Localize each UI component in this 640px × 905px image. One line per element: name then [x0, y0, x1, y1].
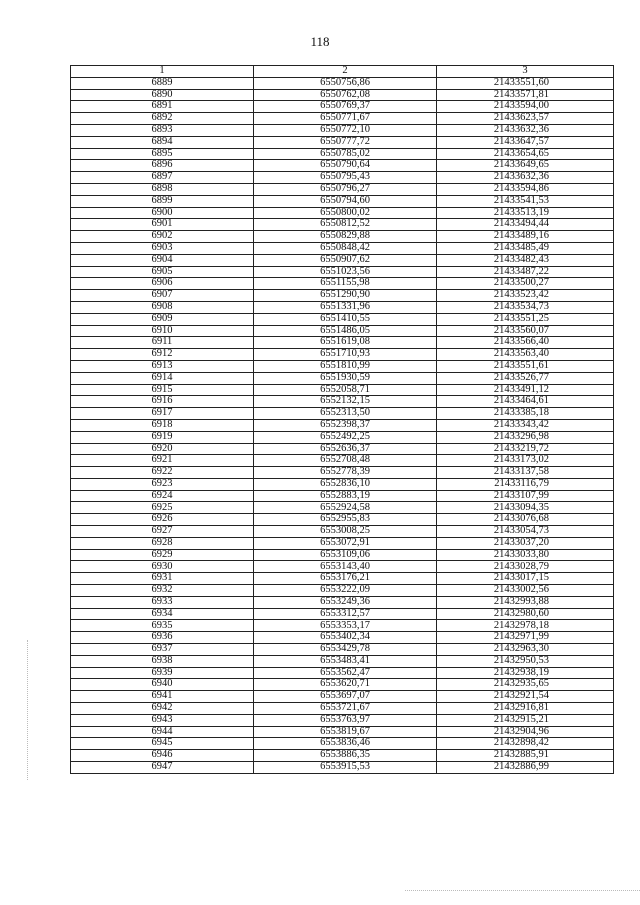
- y-coordinate-cell: 21433487,22: [437, 266, 614, 278]
- table-row: [71, 679, 614, 691]
- point-number-cell: 6893: [71, 124, 254, 136]
- point-number-cell: 6914: [71, 372, 254, 384]
- y-coordinate-cell: 21433494,44: [437, 219, 614, 231]
- y-coordinate-cell: 21432915,21: [437, 714, 614, 726]
- y-coordinate-cell: 21432885,91: [437, 750, 614, 762]
- point-number-cell: 6942: [71, 703, 254, 715]
- page-number: 118: [310, 34, 330, 49]
- x-coordinate-cell: 6553402,34: [254, 632, 437, 644]
- point-number-cell: 6936: [71, 632, 254, 644]
- x-coordinate-cell: 6551410,55: [254, 313, 437, 325]
- x-coordinate-cell: 6553109,06: [254, 549, 437, 561]
- table-row: [71, 183, 614, 195]
- y-coordinate-cell: 21433173,02: [437, 455, 614, 467]
- y-coordinate-cell: 21433560,07: [437, 325, 614, 337]
- table-row: [71, 207, 614, 219]
- table-row: [71, 360, 614, 372]
- point-number-cell: 6894: [71, 136, 254, 148]
- table-row: [71, 301, 614, 313]
- y-coordinate-cell: 21433033,80: [437, 549, 614, 561]
- x-coordinate-cell: 6553008,25: [254, 526, 437, 538]
- table-row: [71, 254, 614, 266]
- point-number-cell: 6902: [71, 231, 254, 243]
- point-number-cell: 6899: [71, 195, 254, 207]
- y-coordinate-cell: 21433343,42: [437, 419, 614, 431]
- table-row: [71, 655, 614, 667]
- point-number-cell: 6926: [71, 514, 254, 526]
- point-number-cell: 6897: [71, 172, 254, 184]
- x-coordinate-cell: 6553721,67: [254, 703, 437, 715]
- y-coordinate-cell: 21432935,65: [437, 679, 614, 691]
- table-row: [71, 101, 614, 113]
- table-row: [71, 502, 614, 514]
- point-number-cell: 6937: [71, 644, 254, 656]
- x-coordinate-cell: 6550756,86: [254, 77, 437, 89]
- point-number-cell: 6907: [71, 290, 254, 302]
- table-row: [71, 490, 614, 502]
- y-coordinate-cell: 21433526,77: [437, 372, 614, 384]
- table-body: [71, 66, 614, 774]
- y-coordinate-cell: 21433002,56: [437, 585, 614, 597]
- x-coordinate-cell: 6550848,42: [254, 242, 437, 254]
- x-coordinate-cell: 6550800,02: [254, 207, 437, 219]
- y-coordinate-cell: 21432886,99: [437, 762, 614, 774]
- x-coordinate-cell: 6551290,90: [254, 290, 437, 302]
- x-coordinate-cell: 6553763,97: [254, 714, 437, 726]
- point-number-cell: 6921: [71, 455, 254, 467]
- y-coordinate-cell: 21433541,53: [437, 195, 614, 207]
- y-coordinate-cell: 21433594,00: [437, 101, 614, 113]
- x-coordinate-cell: 6550777,72: [254, 136, 437, 148]
- y-coordinate-cell: 21432978,18: [437, 620, 614, 632]
- y-coordinate-cell: 21433037,20: [437, 537, 614, 549]
- table-row: [71, 478, 614, 490]
- y-coordinate-cell: 21433523,42: [437, 290, 614, 302]
- point-number-cell: 6916: [71, 396, 254, 408]
- x-coordinate-cell: 6553483,41: [254, 655, 437, 667]
- table-row: [71, 148, 614, 160]
- scan-bottom-line: [405, 890, 640, 892]
- x-coordinate-cell: 6552398,37: [254, 419, 437, 431]
- table-row: [71, 596, 614, 608]
- point-number-cell: 6922: [71, 467, 254, 479]
- x-coordinate-cell: 6553072,91: [254, 537, 437, 549]
- table-row: [71, 384, 614, 396]
- point-number-cell: 6946: [71, 750, 254, 762]
- y-coordinate-cell: 21433654,65: [437, 148, 614, 160]
- point-number-cell: 6945: [71, 738, 254, 750]
- y-coordinate-cell: 21432898,42: [437, 738, 614, 750]
- table-row: [71, 762, 614, 774]
- x-coordinate-cell: 6551930,59: [254, 372, 437, 384]
- table-row: [71, 77, 614, 89]
- y-coordinate-cell: 21433107,99: [437, 490, 614, 502]
- column-header-3: 3: [437, 66, 614, 78]
- x-coordinate-cell: 6553143,40: [254, 561, 437, 573]
- x-coordinate-cell: 6553429,78: [254, 644, 437, 656]
- x-coordinate-cell: 6551331,96: [254, 301, 437, 313]
- table-row: [71, 242, 614, 254]
- point-number-cell: 6892: [71, 113, 254, 125]
- point-number-cell: 6904: [71, 254, 254, 266]
- y-coordinate-cell: 21433632,36: [437, 172, 614, 184]
- y-coordinate-cell: 21433464,61: [437, 396, 614, 408]
- point-number-cell: 6929: [71, 549, 254, 561]
- y-coordinate-cell: 21433219,72: [437, 443, 614, 455]
- x-coordinate-cell: 6553249,36: [254, 596, 437, 608]
- point-number-cell: 6944: [71, 726, 254, 738]
- point-number-cell: 6918: [71, 419, 254, 431]
- y-coordinate-cell: 21433028,79: [437, 561, 614, 573]
- table-row: [71, 537, 614, 549]
- y-coordinate-cell: 21432904,96: [437, 726, 614, 738]
- y-coordinate-cell: 21433623,57: [437, 113, 614, 125]
- table-row: [71, 195, 614, 207]
- x-coordinate-cell: 6550907,62: [254, 254, 437, 266]
- x-coordinate-cell: 6552883,19: [254, 490, 437, 502]
- x-coordinate-cell: 6553562,47: [254, 667, 437, 679]
- y-coordinate-cell: 21432980,60: [437, 608, 614, 620]
- y-coordinate-cell: 21433489,16: [437, 231, 614, 243]
- point-number-cell: 6898: [71, 183, 254, 195]
- x-coordinate-cell: 6551710,93: [254, 349, 437, 361]
- point-number-cell: 6938: [71, 655, 254, 667]
- point-number-cell: 6910: [71, 325, 254, 337]
- table-row: [71, 372, 614, 384]
- y-coordinate-cell: 21433551,60: [437, 77, 614, 89]
- table-row: [71, 266, 614, 278]
- table-row: [71, 231, 614, 243]
- point-number-cell: 6940: [71, 679, 254, 691]
- x-coordinate-cell: 6551486,05: [254, 325, 437, 337]
- scan-margin-line: [27, 640, 29, 780]
- y-coordinate-cell: 21433137,58: [437, 467, 614, 479]
- y-coordinate-cell: 21432921,54: [437, 691, 614, 703]
- y-coordinate-cell: 21433017,15: [437, 573, 614, 585]
- x-coordinate-cell: 6550769,37: [254, 101, 437, 113]
- x-coordinate-cell: 6551619,08: [254, 337, 437, 349]
- table-row: [71, 561, 614, 573]
- point-number-cell: 6924: [71, 490, 254, 502]
- x-coordinate-cell: 6550812,52: [254, 219, 437, 231]
- table-row: [71, 585, 614, 597]
- table-row: [71, 349, 614, 361]
- x-coordinate-cell: 6552313,50: [254, 408, 437, 420]
- table-row: [71, 160, 614, 172]
- table-row: [71, 431, 614, 443]
- table-row: [71, 573, 614, 585]
- table-header-row: [71, 66, 614, 78]
- column-header-1: 1: [71, 66, 254, 78]
- point-number-cell: 6947: [71, 762, 254, 774]
- y-coordinate-cell: 21433649,65: [437, 160, 614, 172]
- y-coordinate-cell: 21433594,86: [437, 183, 614, 195]
- table-row: [71, 514, 614, 526]
- y-coordinate-cell: 21433566,40: [437, 337, 614, 349]
- table-row: [71, 89, 614, 101]
- x-coordinate-cell: 6553697,07: [254, 691, 437, 703]
- point-number-cell: 6908: [71, 301, 254, 313]
- table-row: [71, 608, 614, 620]
- point-number-cell: 6928: [71, 537, 254, 549]
- x-coordinate-cell: 6553353,17: [254, 620, 437, 632]
- table-row: [71, 124, 614, 136]
- x-coordinate-cell: 6550762,08: [254, 89, 437, 101]
- x-coordinate-cell: 6552492,25: [254, 431, 437, 443]
- point-number-cell: 6943: [71, 714, 254, 726]
- y-coordinate-cell: 21433296,98: [437, 431, 614, 443]
- x-coordinate-cell: 6553222,09: [254, 585, 437, 597]
- table-row: [71, 443, 614, 455]
- y-coordinate-cell: 21433054,73: [437, 526, 614, 538]
- point-number-cell: 6891: [71, 101, 254, 113]
- x-coordinate-cell: 6553915,53: [254, 762, 437, 774]
- y-coordinate-cell: 21433563,40: [437, 349, 614, 361]
- y-coordinate-cell: 21433385,18: [437, 408, 614, 420]
- y-coordinate-cell: 21432938,19: [437, 667, 614, 679]
- y-coordinate-cell: 21432963,30: [437, 644, 614, 656]
- point-number-cell: 6927: [71, 526, 254, 538]
- table-row: [71, 750, 614, 762]
- table-row: [71, 408, 614, 420]
- point-number-cell: 6941: [71, 691, 254, 703]
- table-row: [71, 219, 614, 231]
- coordinates-table: [70, 65, 614, 774]
- y-coordinate-cell: 21433500,27: [437, 278, 614, 290]
- x-coordinate-cell: 6553312,57: [254, 608, 437, 620]
- x-coordinate-cell: 6552955,83: [254, 514, 437, 526]
- point-number-cell: 6889: [71, 77, 254, 89]
- x-coordinate-cell: 6552836,10: [254, 478, 437, 490]
- x-coordinate-cell: 6550794,60: [254, 195, 437, 207]
- point-number-cell: 6895: [71, 148, 254, 160]
- table-row: [71, 620, 614, 632]
- table-row: [71, 667, 614, 679]
- point-number-cell: 6913: [71, 360, 254, 372]
- table-row: [71, 455, 614, 467]
- x-coordinate-cell: 6551155,98: [254, 278, 437, 290]
- point-number-cell: 6920: [71, 443, 254, 455]
- y-coordinate-cell: 21433551,61: [437, 360, 614, 372]
- point-number-cell: 6890: [71, 89, 254, 101]
- point-number-cell: 6900: [71, 207, 254, 219]
- table-row: [71, 278, 614, 290]
- y-coordinate-cell: 21433485,49: [437, 242, 614, 254]
- y-coordinate-cell: 21432916,81: [437, 703, 614, 715]
- x-coordinate-cell: 6551023,56: [254, 266, 437, 278]
- y-coordinate-cell: 21432993,88: [437, 596, 614, 608]
- point-number-cell: 6911: [71, 337, 254, 349]
- y-coordinate-cell: 21433076,68: [437, 514, 614, 526]
- y-coordinate-cell: 21433094,35: [437, 502, 614, 514]
- y-coordinate-cell: 21432971,99: [437, 632, 614, 644]
- table-row: [71, 396, 614, 408]
- point-number-cell: 6896: [71, 160, 254, 172]
- point-number-cell: 6939: [71, 667, 254, 679]
- x-coordinate-cell: 6550771,67: [254, 113, 437, 125]
- table-row: [71, 290, 614, 302]
- point-number-cell: 6901: [71, 219, 254, 231]
- x-coordinate-cell: 6550790,64: [254, 160, 437, 172]
- y-coordinate-cell: 21433571,81: [437, 89, 614, 101]
- table-row: [71, 714, 614, 726]
- x-coordinate-cell: 6552636,37: [254, 443, 437, 455]
- table-row: [71, 726, 614, 738]
- x-coordinate-cell: 6552708,48: [254, 455, 437, 467]
- column-header-2: 2: [254, 66, 437, 78]
- y-coordinate-cell: 21433551,25: [437, 313, 614, 325]
- x-coordinate-cell: 6553836,46: [254, 738, 437, 750]
- table-row: [71, 632, 614, 644]
- x-coordinate-cell: 6550795,43: [254, 172, 437, 184]
- point-number-cell: 6903: [71, 242, 254, 254]
- point-number-cell: 6933: [71, 596, 254, 608]
- point-number-cell: 6912: [71, 349, 254, 361]
- point-number-cell: 6932: [71, 585, 254, 597]
- x-coordinate-cell: 6552778,39: [254, 467, 437, 479]
- table-row: [71, 325, 614, 337]
- x-coordinate-cell: 6553176,21: [254, 573, 437, 585]
- x-coordinate-cell: 6553620,71: [254, 679, 437, 691]
- table-row: [71, 549, 614, 561]
- point-number-cell: 6934: [71, 608, 254, 620]
- point-number-cell: 6923: [71, 478, 254, 490]
- table-row: [71, 644, 614, 656]
- y-coordinate-cell: 21433647,57: [437, 136, 614, 148]
- y-coordinate-cell: 21433116,79: [437, 478, 614, 490]
- x-coordinate-cell: 6550785,02: [254, 148, 437, 160]
- x-coordinate-cell: 6550796,27: [254, 183, 437, 195]
- table-row: [71, 313, 614, 325]
- point-number-cell: 6905: [71, 266, 254, 278]
- x-coordinate-cell: 6551810,99: [254, 360, 437, 372]
- x-coordinate-cell: 6553819,67: [254, 726, 437, 738]
- x-coordinate-cell: 6552924,58: [254, 502, 437, 514]
- table-row: [71, 419, 614, 431]
- x-coordinate-cell: 6552058,71: [254, 384, 437, 396]
- table-row: [71, 526, 614, 538]
- y-coordinate-cell: 21433491,12: [437, 384, 614, 396]
- point-number-cell: 6931: [71, 573, 254, 585]
- point-number-cell: 6935: [71, 620, 254, 632]
- x-coordinate-cell: 6550772,10: [254, 124, 437, 136]
- table-row: [71, 467, 614, 479]
- table-row: [71, 703, 614, 715]
- table-row: [71, 136, 614, 148]
- x-coordinate-cell: 6552132,15: [254, 396, 437, 408]
- table-row: [71, 113, 614, 125]
- table-row: [71, 738, 614, 750]
- point-number-cell: 6915: [71, 384, 254, 396]
- point-number-cell: 6909: [71, 313, 254, 325]
- point-number-cell: 6917: [71, 408, 254, 420]
- point-number-cell: 6906: [71, 278, 254, 290]
- y-coordinate-cell: 21433482,43: [437, 254, 614, 266]
- point-number-cell: 6930: [71, 561, 254, 573]
- x-coordinate-cell: 6550829,88: [254, 231, 437, 243]
- y-coordinate-cell: 21432950,53: [437, 655, 614, 667]
- point-number-cell: 6925: [71, 502, 254, 514]
- x-coordinate-cell: 6553886,35: [254, 750, 437, 762]
- y-coordinate-cell: 21433534,73: [437, 301, 614, 313]
- point-number-cell: 6919: [71, 431, 254, 443]
- table-row: [71, 172, 614, 184]
- table-row: [71, 337, 614, 349]
- y-coordinate-cell: 21433513,19: [437, 207, 614, 219]
- table-row: [71, 691, 614, 703]
- y-coordinate-cell: 21433632,36: [437, 124, 614, 136]
